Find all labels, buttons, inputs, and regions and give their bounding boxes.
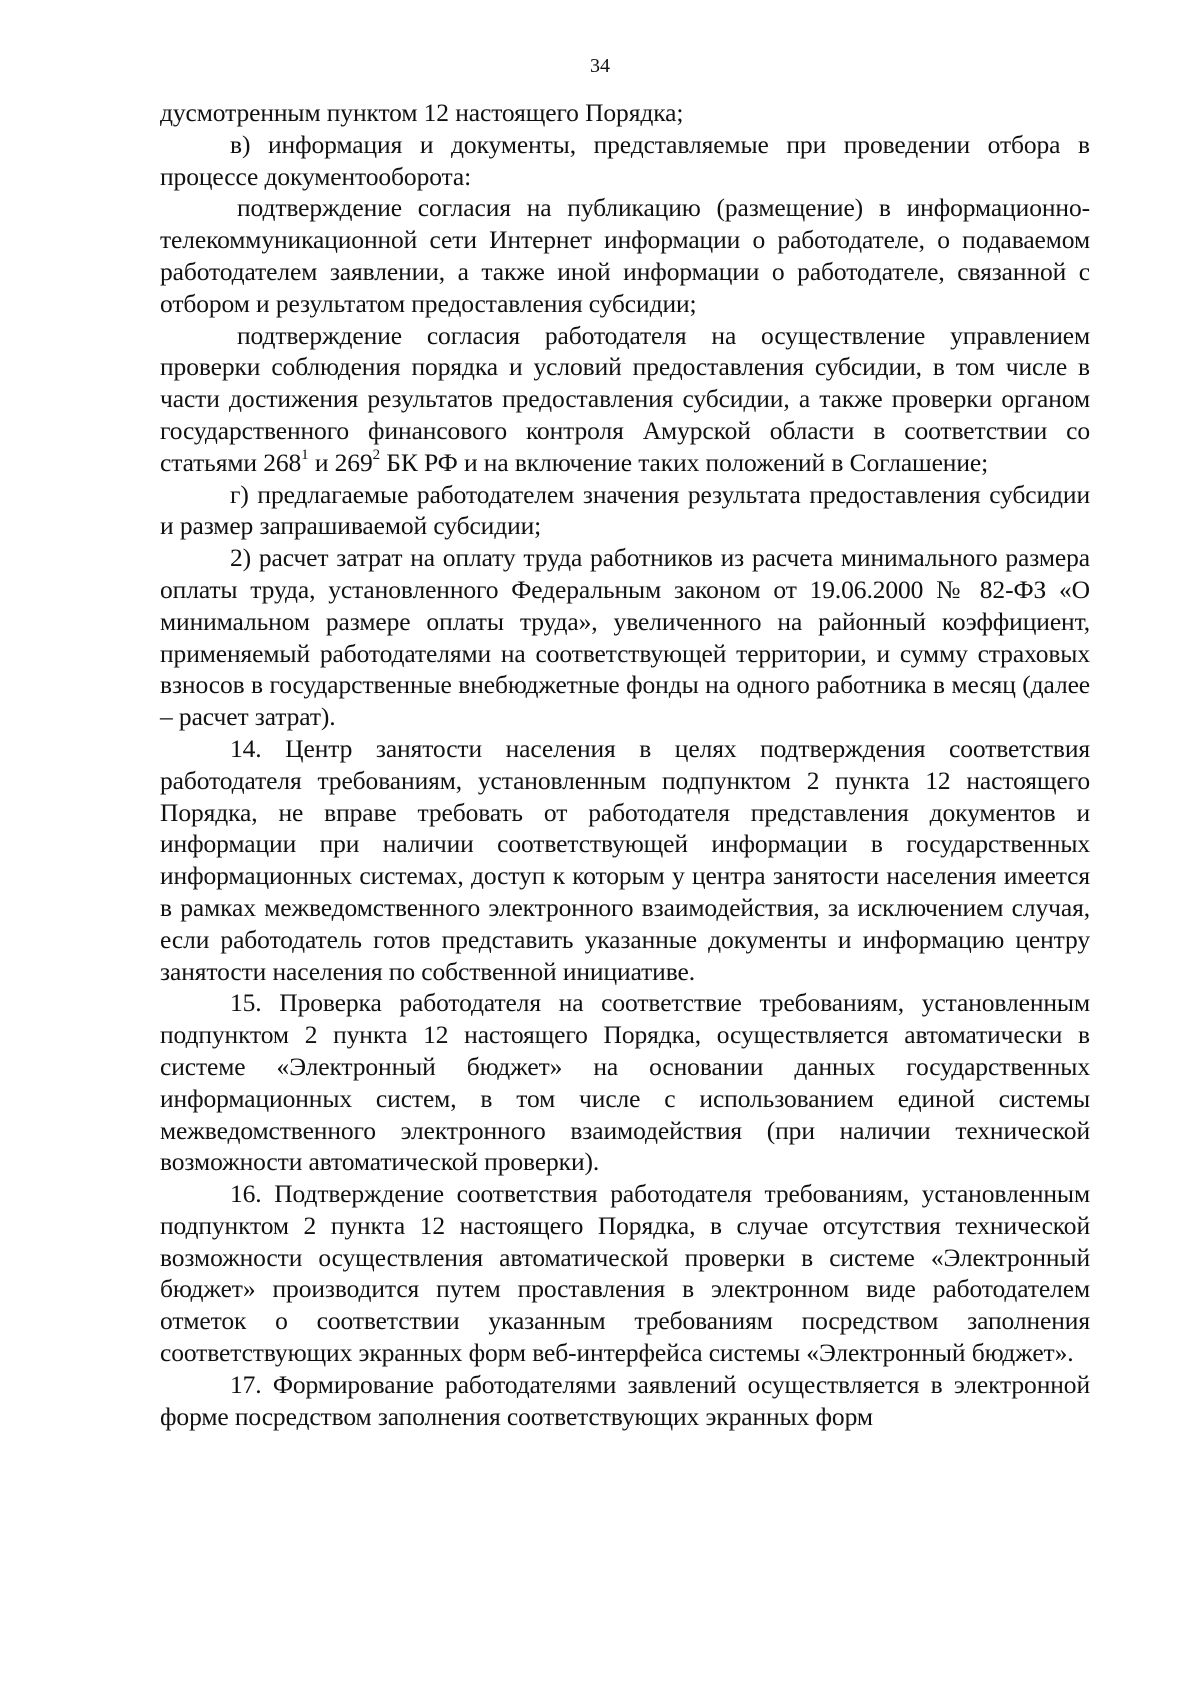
paragraph-clause-14: 14. Центр занятости населения в целях подтверждения соответствия работодателя требованиям, установленным подпунктом 2 пункта 12 настоящего Порядка, не вправе требовать от работодателя представления документов и информации при наличии соответствующей информации в государственных информационных системах, доступ к которым у центра занятости населения имеется в рамках межведомственного электронного взаимодействия, за исключением случая, если работодатель готов представить указанные документы и информацию центру занятости населения по собственной инициативе. xyxy=(160,733,1090,986)
superscript-two: 2 xyxy=(372,447,381,464)
paragraph-continuation: дусмотренным пунктом 12 настоящего Порядка; xyxy=(160,98,684,127)
paragraph-consent-publication: подтверждение согласия на публикацию (размещение) в информационно-телекоммуникационной сети Интернет информации о работодателе, о подаваемом работодателем заявлении, а также иной информации о работодателе, связанной с отбором и результатом предоставления субсидии; xyxy=(160,193,1090,318)
superscript-one: 1 xyxy=(301,447,309,464)
paragraph-consent-audit-text-b: и 269 xyxy=(308,447,373,477)
paragraph-clause-15: 15. Проверка работодателя на соответствие требованиям, установленным подпунктом 2 пункта 12 настоящего Порядка, осуществляется автоматически в системе «Электронный бюджет» на основании данных государственных информационных систем, в том числе с использованием единой системы межведомственного электронного взаимодействия (при наличии технической возможности автоматической проверки). xyxy=(160,988,1090,1177)
paragraph-item-2: 2) расчет затрат на оплату труда работников из расчета минимального размера оплаты труда, установленного Федеральным законом от 19.06.2000 № 82-ФЗ «О минимальном размере оплаты труда», увеличенного на районный коэффициент, применяемый работодателями на соответствующей территории, и сумму страховых взносов в государственные внебюджетные фонды на одного работника в месяц (далее – расчет затрат). xyxy=(160,543,1090,732)
paragraph-item-g: г) предлагаемые работодателем значения результата предоставления субсидии и размер запрашиваемой субсидии; xyxy=(160,479,1090,541)
paragraph-consent-audit xyxy=(160,320,1090,479)
document-body xyxy=(160,97,1090,1432)
paragraph-clause-16: 16. Подтверждение соответствия работодателя требованиям, установленным подпунктом 2 пункта 12 настоящего Порядка, в случае отсутствия технической возможности осуществления автоматической проверки в системе «Электронный бюджет» производится путем проставления в электронном виде работодателем отметок о соответствии указанным требованиям посредством заполнения соответствующих экранных форм веб-интерфейса системы «Электронный бюджет». xyxy=(160,1179,1090,1368)
page-number: 34 xyxy=(590,55,610,77)
paragraph-item-v: в) информация и документы, представляемые при проведении отбора в процессе документооборота: xyxy=(160,129,1090,191)
paragraph-consent-audit-text-a: подтверждение согласия работодателя на осуществление управлением проверки соблюдения порядка и условий предоставления субсидии, в том числе в части достижения результатов предоставления субсидии, а также проверки органом государственного финансового контроля Амурской области в соответствии со статьями 268 xyxy=(160,320,1090,477)
paragraph-clause-17: 17. Формирование работодателями заявлений осуществляется в электронной форме посредством заполнения соответствующих экранных форм xyxy=(160,1369,1090,1431)
paragraph-consent-audit-text-c: БК РФ и на включение таких положений в Соглашение; xyxy=(380,447,989,477)
